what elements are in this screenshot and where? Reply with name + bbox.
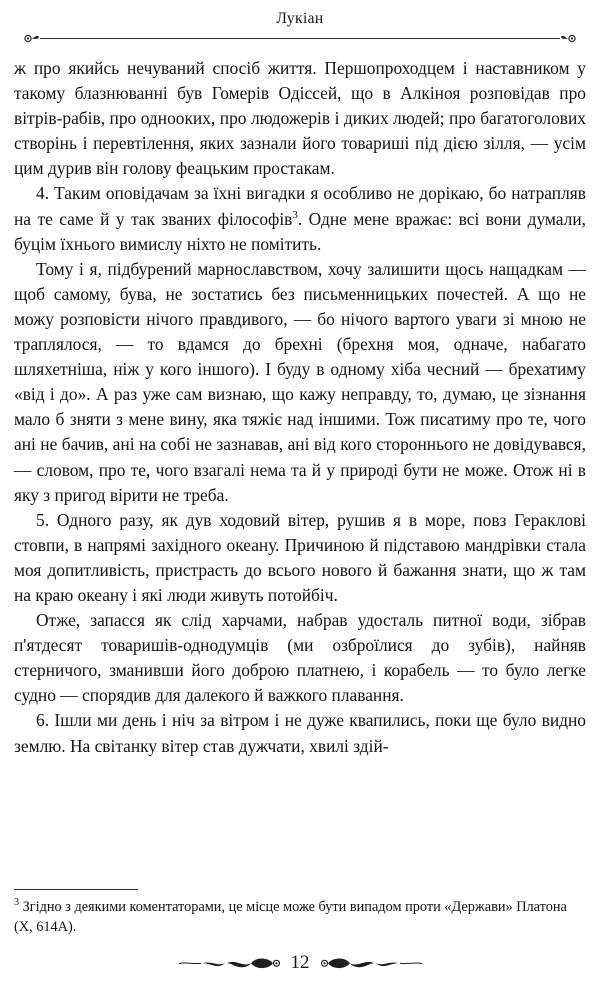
paragraph-section-4-text-after: . Одне мене вражає: всі вони думали, буцім їхнього вимислу ніхто не помітить.	[14, 208, 586, 254]
paragraph-section-5: 5. Одного разу, як дув ходовий вітер, рушив я в море, повз Гераклові стовпи, в напрямі західного океану. Причиною й підставою мандрівки стала моя допитливість, пристрасть до всього нового й бажання знати, що ж там на краю океану і які люди живуть потойбіч.	[14, 509, 586, 605]
page-body	[14, 56, 586, 759]
left-flourish-ornament-icon	[22, 32, 40, 45]
page-number: 12	[290, 952, 310, 973]
paragraph-section-6: 6. Ішли ми день і ніч за вітром і не дуже квапились, поки ще було видно землю. На світанку вітер став дужчати, хвилі здій-	[14, 710, 586, 756]
right-vine-ornament-icon	[320, 953, 424, 973]
header-rule	[22, 32, 578, 46]
running-head	[0, 10, 600, 28]
paragraph-section-4-text: 4. Таким оповідачам за їхні вигадки я особливо не дорікаю, бо натрапляв на те саме й у так званих філософів	[14, 183, 586, 229]
footnote-text	[14, 897, 586, 938]
paragraph-otzhe: Отже, запасся як слід харчами, набрав удосталь питної води, зібрав п'ятдесят товаришів-однодумців (ми озброїлися до зубів), найняв стерничого, зманивши його доброю платнею, і корабель — то було легке судно — спорядив для далекого й важкого плавання.	[14, 610, 586, 706]
footnote-marker-3[interactable]: 3	[292, 208, 298, 221]
paragraph-tomu: Тому і я, підбурений марнославством, хочу залишити щось нащадкам — щоб самому, бува, не зостатись без письменницьких почестей. А що не можу розповісти нічого правдивого, — бо нічого вартого уваги зі мною не траплялося, — то вдамся до брехні (брехня моя, одначе, набагато шляхетніша, ніж у кого іншого). І буду в одному хіба чесний — брехатиму «від і до». А раз уже сам визнаю, що кажу неправду, то, думаю, це зізнання мало б зняти з мене вину, яка тяжіє над іншими. Тож писатиму про те, чого ані не бачив, ані на собі не зазнавав, ані від кого стороннього не довідувався, — словом, про те, чого взагалі нема та й у природі бути не може. Отож ні в яку з пригод вірити не треба.	[14, 258, 586, 505]
paragraph-section-4	[14, 181, 586, 256]
page-footer	[0, 952, 600, 974]
footnote-body: Згідно з деякими коментаторами, це місце може бути випадом проти «Держави» Платона (X, 614A).	[14, 899, 567, 936]
left-vine-ornament-icon	[177, 953, 281, 973]
paragraph-continued: ж про якийсь нечуваний спосіб життя. Першопроходцем і наставником у такому блазнюванні був Гомерів Одіссей, що в Алкіноя розповідав про вітрів-рабів, про однооких, про людожерів і диких людей; про багатоголових створінь і перевтілення, яких зазнали його товариші під дією зілля, — усім цим дурив він голову феацьким простакам.	[14, 58, 586, 179]
footnote-divider	[14, 889, 138, 890]
right-flourish-ornament-icon	[560, 32, 578, 45]
footnote-number: 3	[14, 897, 19, 909]
header-divider	[40, 38, 560, 39]
page-title: Лукіан	[276, 10, 324, 27]
footnote-block	[14, 889, 586, 938]
